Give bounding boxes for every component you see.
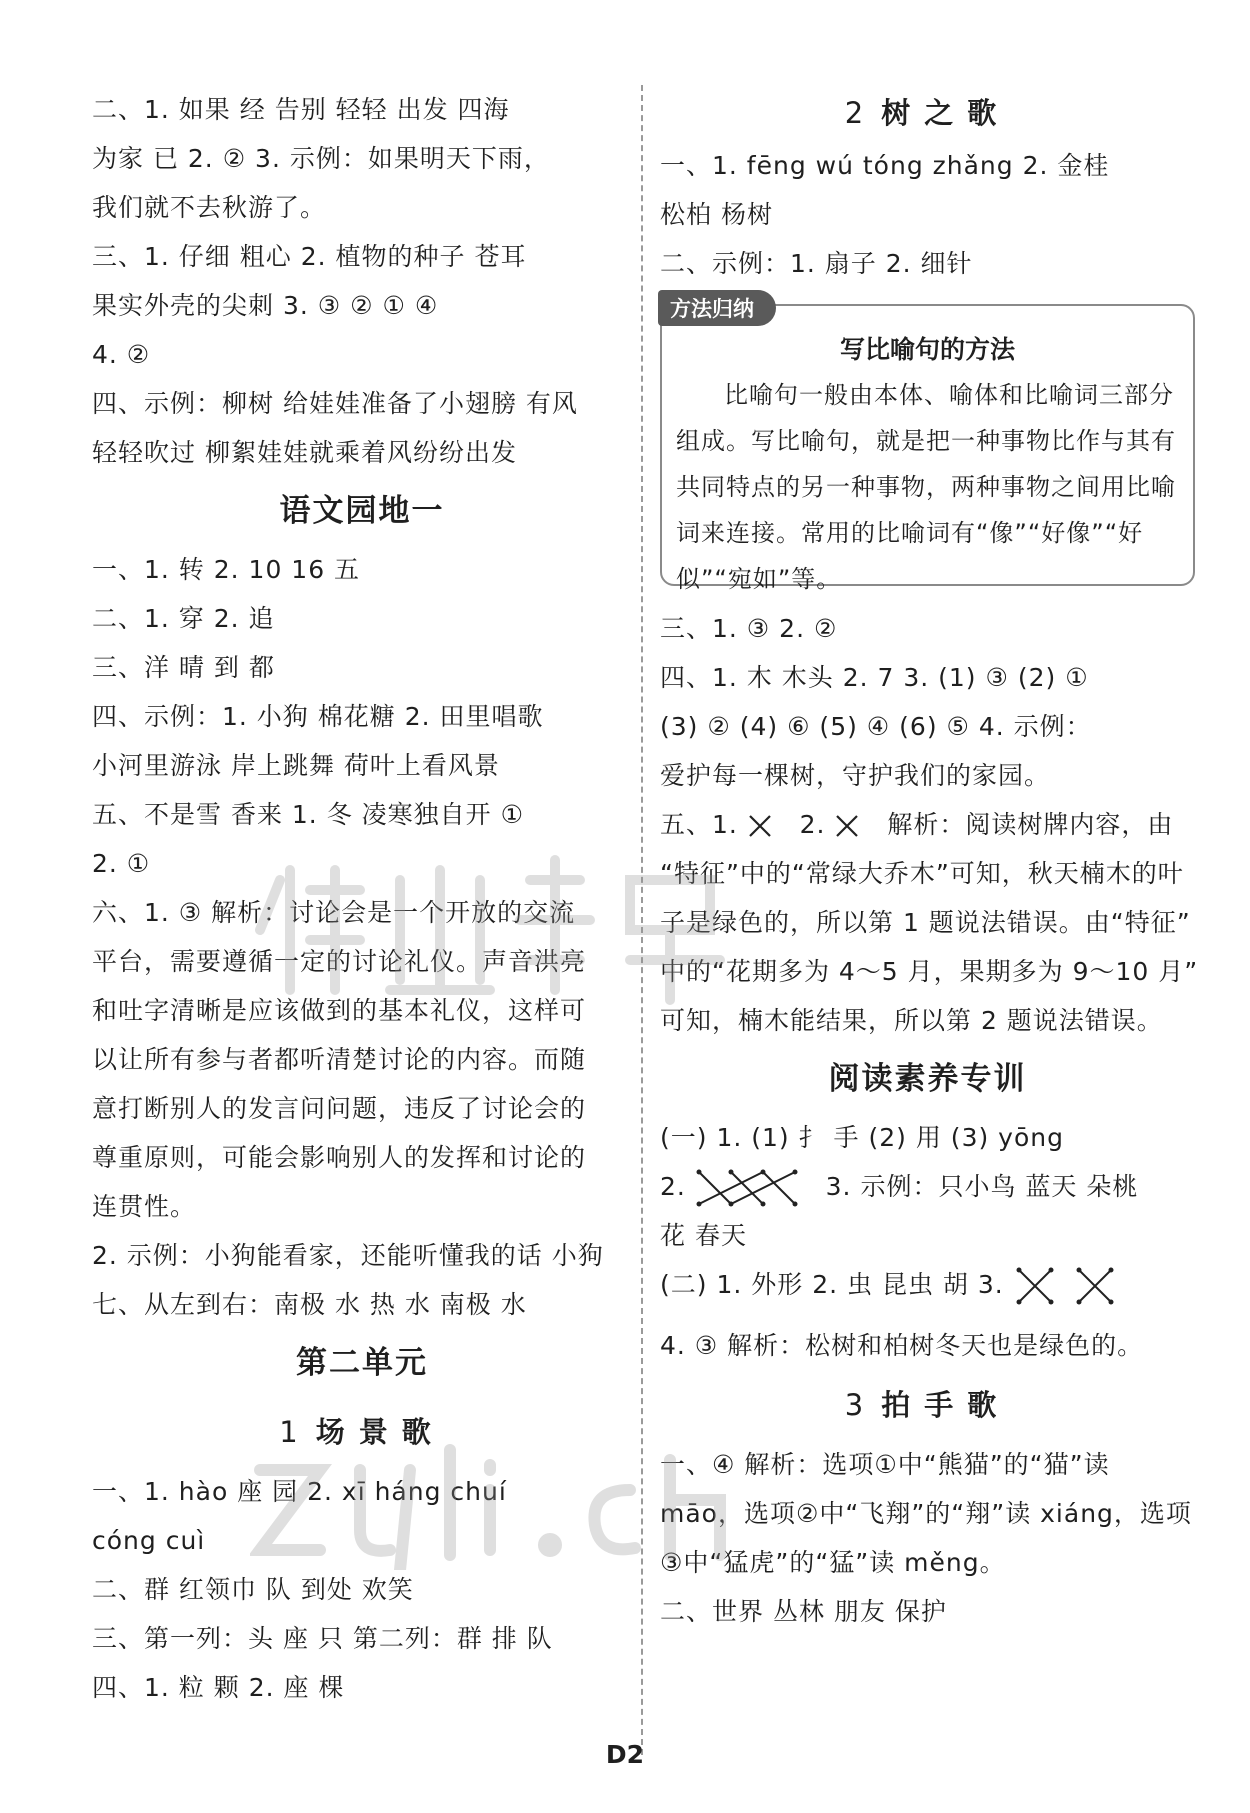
text-line: 以让所有参与者都听清楚讨论的内容。而随 [92, 1045, 587, 1074]
text-line: 一、1. hào 座 园 2. xī háng chuí [92, 1477, 507, 1506]
text-line: ③中“猛虎”的“猛”读 měng。 [660, 1548, 1006, 1577]
text-line: (3) ② (4) ⑥ (5) ④ (6) ⑤ 4. 示例： [660, 712, 1092, 741]
question-rest: 3. 示例：只小鸟 蓝天 朵桃 [825, 1172, 1139, 1201]
text-line: 二、世界 丛林 朋友 保护 [660, 1597, 947, 1626]
lesson-number: 2 [844, 96, 864, 130]
text-line: 可知，楠木能结果，所以第 2 题说法错误。 [660, 1006, 1163, 1035]
right-column [660, 85, 1199, 1636]
text-line: 松柏 杨树 [660, 200, 773, 229]
method-tag: 方法归纳 [658, 290, 776, 326]
lesson-number: 3 [844, 1388, 864, 1422]
section-heading: 阅读素养专训 [828, 1061, 1027, 1097]
text-line: cóng cuì [92, 1526, 206, 1555]
text-line: 二、1. 穿 2. 追 [92, 604, 275, 633]
text-line: 二、1. 如果 经 告别 轻轻 出发 四海 [92, 95, 510, 124]
text-line [660, 800, 1195, 849]
text-line: “特征”中的“常绿大乔木”可知，秋天楠木的叶 [660, 859, 1184, 888]
text-line: 四、1. 木 木头 2. 7 3. (1) ③ (2) ① [660, 663, 1089, 692]
text-line: 尊重原则，可能会影响别人的发挥和讨论的 [92, 1143, 587, 1172]
text-line: 五、不是雪 香来 1. 冬 凌寒独自开 ① [92, 800, 524, 829]
question-prefix: (二) 1. 外形 2. 虫 昆虫 胡 3. [660, 1270, 1004, 1299]
text-line: 二、示例：1. 扇子 2. 细针 [660, 249, 973, 278]
text-line: 和吐字清晰是应该做到的基本礼仪，这样可 [92, 996, 587, 1025]
text-line: 三、1. 仔细 粗心 2. 植物的种子 苍耳 [92, 242, 527, 271]
text-line: 小河里游泳 岸上跳舞 荷叶上看风景 [92, 751, 500, 780]
lesson-title [660, 1370, 1195, 1440]
text-line: 七、从左到右：南极 水 热 水 南极 水 [92, 1290, 527, 1319]
text-line: 2. 示例：小狗能看家，还能听懂我的话 小狗 [92, 1241, 604, 1270]
method-summary-box [660, 297, 1195, 593]
text-line: 轻轻吹过 柳絮娃娃就乘着风纷纷出发 [92, 438, 517, 467]
unit-heading: 第二单元 [296, 1345, 428, 1381]
question-rest: 解析：阅读树牌内容，由 [887, 810, 1174, 839]
page-number: D2 [605, 1740, 645, 1769]
section-heading: 语文园地一 [279, 493, 445, 529]
text-line: 4. ③ 解析：松树和柏树冬天也是绿色的。 [660, 1331, 1144, 1360]
text-line: (一) 1. (1) 扌 手 (2) 用 (3) yōng [660, 1123, 1064, 1152]
text-line: 四、1. 粒 颗 2. 座 棵 [92, 1673, 345, 1702]
text-line: 一、④ 解析：选项①中“熊猫”的“猫”读 [660, 1450, 1110, 1479]
lesson-name: 树之歌 [881, 96, 1011, 130]
text-line: 六、1. ③ 解析：讨论会是一个开放的交流 [92, 898, 576, 927]
text-line: 子是绿色的，所以第 1 题说法错误。由“特征” [660, 908, 1191, 937]
text-line: 二、群 红领巾 队 到处 欢笑 [92, 1575, 414, 1604]
text-line: 2. ① [92, 849, 151, 878]
text-line: māo，选项②中“飞翔”的“翔”读 xiáng，选项 [660, 1499, 1192, 1528]
text-line: 四、示例：柳树 给娃娃准备了小翅膀 有风 [92, 389, 578, 418]
question-prefix: 五、1. [660, 810, 738, 839]
text-line: 4. ② [92, 340, 151, 369]
column-divider [641, 85, 643, 1755]
text-line: 意打断别人的发言问问题，违反了讨论会的 [92, 1094, 587, 1123]
method-text: 比喻句一般由本体、喻体和比喻词三部分组成。写比喻句，就是把一种事物比作与其有共同特点的另一种事物，两种事物之间用比喻词来连接。常用的比喻词有“像”“好像”“好似”“宛如”等。 [676, 381, 1176, 593]
text-line: 爱护每一棵树，守护我们的家园。 [660, 761, 1051, 790]
lesson-title [660, 85, 1195, 141]
text-line: 花 春天 [660, 1221, 747, 1250]
text-line: 果实外壳的尖刺 3. ③ ② ① ④ [92, 291, 439, 320]
cross-mark-icon [747, 813, 773, 839]
cross-mark-icon [834, 813, 860, 839]
text-line: 三、1. ③ 2. ② [660, 614, 838, 643]
text-line: 三、第一列：头 座 只 第二列：群 排 队 [92, 1624, 553, 1653]
question-mid: 2. [799, 810, 826, 839]
text-line: 四、示例：1. 小狗 棉花糖 2. 田里唱歌 [92, 702, 544, 731]
text-line: 一、1. fēng wú tóng zhǎng 2. 金桂 [660, 151, 1110, 180]
method-title: 写比喻句的方法 [839, 335, 1015, 364]
lesson-name: 拍手歌 [881, 1388, 1011, 1422]
text-line: 三、洋 晴 到 都 [92, 653, 275, 682]
text-line: 为家 已 2. ② 3. 示例：如果明天下雨， [92, 144, 550, 173]
matching-lines-icon [1013, 1266, 1117, 1306]
left-column [92, 85, 632, 1712]
question-prefix: 2. [660, 1172, 686, 1201]
text-line: 中的“花期多为 4～5 月，果期多为 9～10 月” [660, 957, 1199, 986]
text-line [660, 1162, 1195, 1211]
text-line: 连贯性。 [92, 1192, 197, 1221]
text-line: 一、1. 转 2. 10 16 五 [92, 555, 361, 584]
text-line: 平台，需要遵循一定的讨论礼仪。声音洪亮 [92, 947, 587, 976]
matching-lines-icon [695, 1168, 799, 1208]
text-line: 我们就不去秋游了。 [92, 193, 327, 222]
lesson-number: 1 [279, 1415, 298, 1449]
lesson-name: 场景歌 [315, 1415, 445, 1449]
lesson-title [92, 1397, 632, 1467]
text-line [660, 1260, 1195, 1309]
